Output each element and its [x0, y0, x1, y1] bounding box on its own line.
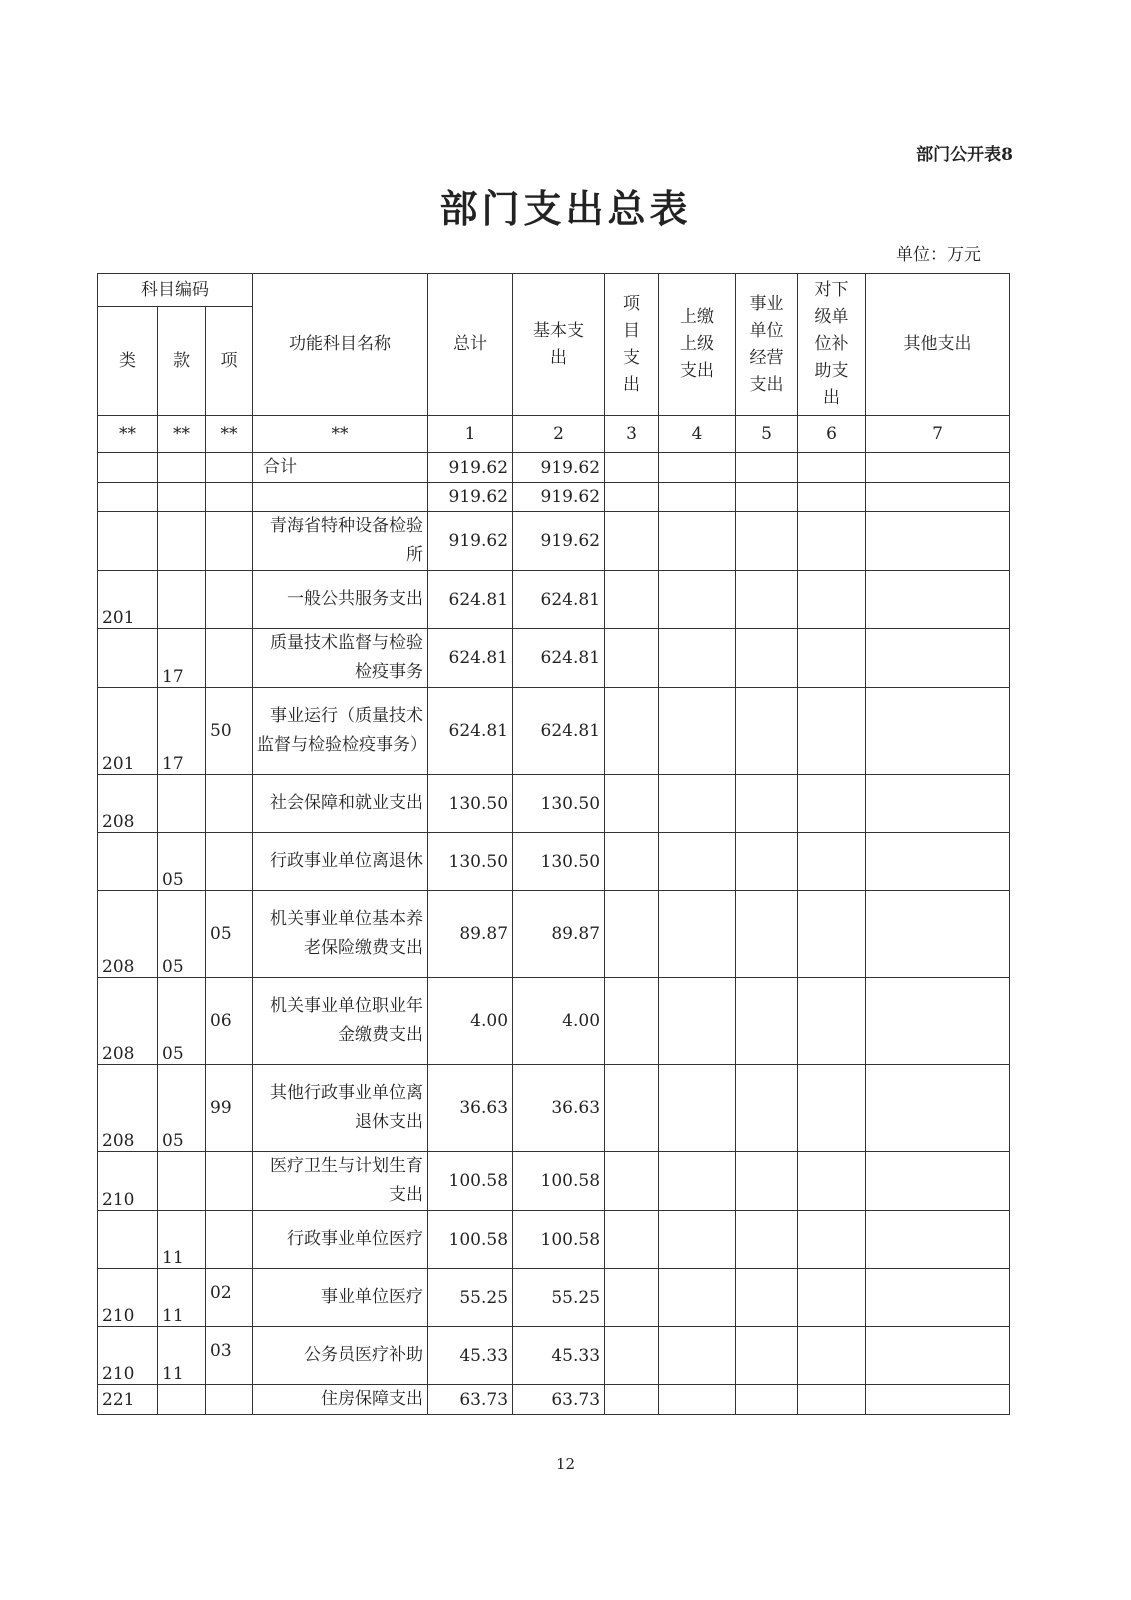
row-lei-cell: 221 — [98, 1385, 158, 1415]
row-empty-cell — [605, 891, 659, 978]
row-kuan-cell — [158, 483, 206, 512]
row-empty-cell — [736, 1327, 798, 1385]
row-empty-cell — [866, 571, 1010, 629]
table-row — [98, 978, 1010, 1065]
row-empty-cell — [866, 833, 1010, 891]
row-empty-cell — [866, 1385, 1010, 1415]
row-name-cell: 公务员医疗补助 — [253, 1327, 428, 1385]
header-xiang: 项 — [206, 307, 253, 416]
table-row — [98, 775, 1010, 833]
row-total-cell: 4.00 — [428, 978, 513, 1065]
row-basic-cell: 55.25 — [513, 1269, 605, 1327]
row-empty-cell — [866, 1269, 1010, 1327]
row-total-cell: 130.50 — [428, 775, 513, 833]
row-kuan-cell: 11 — [158, 1269, 206, 1327]
row-lei-cell: 208 — [98, 1065, 158, 1152]
row-name-cell: 医疗卫生与计划生育支出 — [253, 1152, 428, 1211]
row-xiang-cell: 05 — [206, 891, 253, 978]
row-name-cell: 质量技术监督与检验检疫事务 — [253, 629, 428, 688]
row-empty-cell — [736, 1269, 798, 1327]
index-cell: 4 — [659, 416, 736, 453]
row-xiang-cell: 06 — [206, 978, 253, 1065]
row-empty-cell — [605, 453, 659, 483]
row-empty-cell — [798, 483, 866, 512]
row-kuan-cell: 17 — [158, 688, 206, 775]
row-empty-cell — [798, 512, 866, 571]
row-total-cell: 130.50 — [428, 833, 513, 891]
row-empty-cell — [866, 629, 1010, 688]
table-row — [98, 453, 1010, 483]
row-name-cell: 机关事业单位基本养老保险缴费支出 — [253, 891, 428, 978]
document-label: 部门公开表8 — [916, 145, 1013, 165]
row-basic-cell: 130.50 — [513, 833, 605, 891]
row-kuan-cell — [158, 453, 206, 483]
row-total-cell: 100.58 — [428, 1152, 513, 1211]
row-xiang-cell: 99 — [206, 1065, 253, 1152]
header-row-top — [98, 274, 1010, 307]
row-lei-cell: 208 — [98, 978, 158, 1065]
table-row — [98, 688, 1010, 775]
row-empty-cell — [605, 978, 659, 1065]
row-name-cell: 事业运行（质量技术监督与检验检疫事务） — [253, 688, 428, 775]
row-lei-cell: 210 — [98, 1327, 158, 1385]
table-row — [98, 1269, 1010, 1327]
row-empty-cell — [736, 978, 798, 1065]
row-kuan-cell — [158, 512, 206, 571]
table-row — [98, 629, 1010, 688]
row-empty-cell — [605, 1385, 659, 1415]
row-empty-cell — [798, 833, 866, 891]
index-cell: ** — [98, 416, 158, 453]
table-row — [98, 833, 1010, 891]
row-empty-cell — [659, 453, 736, 483]
row-empty-cell — [866, 688, 1010, 775]
row-empty-cell — [605, 1211, 659, 1269]
row-total-cell: 919.62 — [428, 483, 513, 512]
row-empty-cell — [866, 891, 1010, 978]
row-kuan-cell — [158, 1152, 206, 1211]
row-basic-cell: 919.62 — [513, 453, 605, 483]
header-subsidy: 对下级单位补助支出 — [798, 274, 866, 416]
row-total-cell: 919.62 — [428, 512, 513, 571]
index-cell: ** — [206, 416, 253, 453]
row-name-cell: 社会保障和就业支出 — [253, 775, 428, 833]
row-basic-cell: 63.73 — [513, 1385, 605, 1415]
row-empty-cell — [866, 978, 1010, 1065]
table-row — [98, 1065, 1010, 1152]
header-other: 其他支出 — [866, 274, 1010, 416]
row-empty-cell — [798, 629, 866, 688]
row-empty-cell — [866, 1327, 1010, 1385]
row-empty-cell — [866, 453, 1010, 483]
row-empty-cell — [659, 629, 736, 688]
row-empty-cell — [659, 833, 736, 891]
index-cell: 7 — [866, 416, 1010, 453]
row-lei-cell — [98, 512, 158, 571]
row-empty-cell — [605, 512, 659, 571]
row-kuan-cell: 05 — [158, 833, 206, 891]
index-cell: ** — [158, 416, 206, 453]
row-empty-cell — [736, 512, 798, 571]
index-cell: 6 — [798, 416, 866, 453]
header-project: 项目支出 — [605, 274, 659, 416]
row-empty-cell — [866, 1065, 1010, 1152]
row-lei-cell: 208 — [98, 775, 158, 833]
row-empty-cell — [798, 688, 866, 775]
row-lei-cell — [98, 833, 158, 891]
index-cell: 2 — [513, 416, 605, 453]
row-empty-cell — [605, 833, 659, 891]
row-basic-cell: 100.58 — [513, 1152, 605, 1211]
row-empty-cell — [605, 629, 659, 688]
row-total-cell: 624.81 — [428, 629, 513, 688]
table-row — [98, 571, 1010, 629]
header-kuan: 款 — [158, 307, 206, 416]
header-name: 功能科目名称 — [253, 274, 428, 416]
row-name-cell: 事业单位医疗 — [253, 1269, 428, 1327]
row-empty-cell — [798, 571, 866, 629]
row-empty-cell — [736, 1152, 798, 1211]
row-empty-cell — [605, 1269, 659, 1327]
row-xiang-cell — [206, 571, 253, 629]
row-empty-cell — [736, 1385, 798, 1415]
header-subject-code: 科目编码 — [98, 274, 253, 307]
row-total-cell: 63.73 — [428, 1385, 513, 1415]
row-basic-cell: 624.81 — [513, 571, 605, 629]
document-title: 部门支出总表 — [439, 186, 692, 231]
row-xiang-cell — [206, 775, 253, 833]
row-empty-cell — [736, 688, 798, 775]
row-total-cell: 45.33 — [428, 1327, 513, 1385]
header-upper: 上缴上级支出 — [659, 274, 736, 416]
unit-label: 单位：万元 — [896, 245, 981, 265]
row-basic-cell: 100.58 — [513, 1211, 605, 1269]
row-xiang-cell — [206, 1385, 253, 1415]
page-number: 12 — [555, 1455, 576, 1473]
row-xiang-cell — [206, 453, 253, 483]
row-name-cell: 行政事业单位离退休 — [253, 833, 428, 891]
row-kuan-cell — [158, 571, 206, 629]
row-lei-cell — [98, 453, 158, 483]
row-basic-cell: 89.87 — [513, 891, 605, 978]
index-cell: 5 — [736, 416, 798, 453]
index-row — [98, 416, 1010, 453]
row-empty-cell — [736, 483, 798, 512]
row-empty-cell — [659, 1385, 736, 1415]
row-name-cell: 行政事业单位医疗 — [253, 1211, 428, 1269]
row-xiang-cell — [206, 483, 253, 512]
row-total-cell: 919.62 — [428, 453, 513, 483]
row-empty-cell — [798, 453, 866, 483]
row-empty-cell — [736, 453, 798, 483]
row-name-cell: 合计 — [253, 453, 428, 483]
table-row — [98, 512, 1010, 571]
table-body — [98, 453, 1010, 1415]
row-xiang-cell — [206, 512, 253, 571]
row-name-cell: 一般公共服务支出 — [253, 571, 428, 629]
row-name-cell: 其他行政事业单位离退休支出 — [253, 1065, 428, 1152]
row-xiang-cell — [206, 1211, 253, 1269]
row-total-cell: 624.81 — [428, 688, 513, 775]
row-lei-cell: 210 — [98, 1269, 158, 1327]
row-total-cell: 36.63 — [428, 1065, 513, 1152]
row-empty-cell — [866, 1152, 1010, 1211]
row-empty-cell — [659, 571, 736, 629]
row-empty-cell — [736, 571, 798, 629]
row-xiang-cell — [206, 1152, 253, 1211]
row-total-cell: 89.87 — [428, 891, 513, 978]
row-empty-cell — [659, 1211, 736, 1269]
row-empty-cell — [736, 1065, 798, 1152]
row-empty-cell — [659, 1269, 736, 1327]
row-empty-cell — [866, 775, 1010, 833]
header-business: 事业单位经营支出 — [736, 274, 798, 416]
row-lei-cell — [98, 629, 158, 688]
row-kuan-cell: 05 — [158, 1065, 206, 1152]
header-lei: 类 — [98, 307, 158, 416]
row-empty-cell — [659, 1152, 736, 1211]
row-basic-cell: 4.00 — [513, 978, 605, 1065]
row-kuan-cell: 17 — [158, 629, 206, 688]
row-empty-cell — [866, 483, 1010, 512]
row-total-cell: 55.25 — [428, 1269, 513, 1327]
row-xiang-cell — [206, 833, 253, 891]
row-empty-cell — [605, 775, 659, 833]
row-basic-cell: 130.50 — [513, 775, 605, 833]
row-empty-cell — [605, 1327, 659, 1385]
row-name-cell: 机关事业单位职业年金缴费支出 — [253, 978, 428, 1065]
row-kuan-cell: 05 — [158, 978, 206, 1065]
row-empty-cell — [866, 512, 1010, 571]
row-empty-cell — [659, 775, 736, 833]
row-empty-cell — [736, 629, 798, 688]
row-empty-cell — [605, 483, 659, 512]
row-empty-cell — [798, 1065, 866, 1152]
row-empty-cell — [798, 1152, 866, 1211]
row-kuan-cell: 11 — [158, 1327, 206, 1385]
row-empty-cell — [736, 833, 798, 891]
table-row — [98, 1152, 1010, 1211]
row-empty-cell — [659, 1327, 736, 1385]
row-kuan-cell: 05 — [158, 891, 206, 978]
row-empty-cell — [659, 891, 736, 978]
row-empty-cell — [866, 1211, 1010, 1269]
row-kuan-cell — [158, 775, 206, 833]
index-cell: 3 — [605, 416, 659, 453]
row-empty-cell — [736, 775, 798, 833]
expenditure-table — [97, 273, 1010, 1415]
table-row — [98, 891, 1010, 978]
row-total-cell: 100.58 — [428, 1211, 513, 1269]
row-xiang-cell — [206, 629, 253, 688]
table-row — [98, 483, 1010, 512]
row-basic-cell: 45.33 — [513, 1327, 605, 1385]
row-empty-cell — [736, 1211, 798, 1269]
row-empty-cell — [659, 512, 736, 571]
row-empty-cell — [736, 891, 798, 978]
header-total: 总计 — [428, 274, 513, 416]
row-lei-cell — [98, 483, 158, 512]
table-row — [98, 1385, 1010, 1415]
index-cell: 1 — [428, 416, 513, 453]
row-basic-cell: 919.62 — [513, 512, 605, 571]
row-total-cell: 624.81 — [428, 571, 513, 629]
row-empty-cell — [659, 688, 736, 775]
row-empty-cell — [798, 891, 866, 978]
row-empty-cell — [659, 1065, 736, 1152]
row-basic-cell: 624.81 — [513, 629, 605, 688]
table-row — [98, 1327, 1010, 1385]
row-kuan-cell: 11 — [158, 1211, 206, 1269]
row-kuan-cell — [158, 1385, 206, 1415]
row-basic-cell: 919.62 — [513, 483, 605, 512]
row-lei-cell: 210 — [98, 1152, 158, 1211]
row-xiang-cell: 03 — [206, 1327, 253, 1385]
row-empty-cell — [798, 1385, 866, 1415]
row-basic-cell: 624.81 — [513, 688, 605, 775]
index-cell: ** — [253, 416, 428, 453]
table-row — [98, 1211, 1010, 1269]
row-lei-cell — [98, 1211, 158, 1269]
row-lei-cell: 208 — [98, 891, 158, 978]
row-empty-cell — [798, 1269, 866, 1327]
row-xiang-cell: 50 — [206, 688, 253, 775]
row-empty-cell — [798, 978, 866, 1065]
row-empty-cell — [605, 571, 659, 629]
row-name-cell — [253, 483, 428, 512]
row-empty-cell — [798, 775, 866, 833]
row-empty-cell — [659, 483, 736, 512]
row-name-cell: 住房保障支出 — [253, 1385, 428, 1415]
header-basic: 基本支出 — [513, 274, 605, 416]
row-empty-cell — [605, 688, 659, 775]
row-name-cell: 青海省特种设备检验所 — [253, 512, 428, 571]
row-empty-cell — [798, 1211, 866, 1269]
row-empty-cell — [659, 978, 736, 1065]
row-lei-cell: 201 — [98, 688, 158, 775]
row-empty-cell — [605, 1152, 659, 1211]
row-lei-cell: 201 — [98, 571, 158, 629]
row-empty-cell — [798, 1327, 866, 1385]
row-empty-cell — [605, 1065, 659, 1152]
row-basic-cell: 36.63 — [513, 1065, 605, 1152]
row-xiang-cell: 02 — [206, 1269, 253, 1327]
